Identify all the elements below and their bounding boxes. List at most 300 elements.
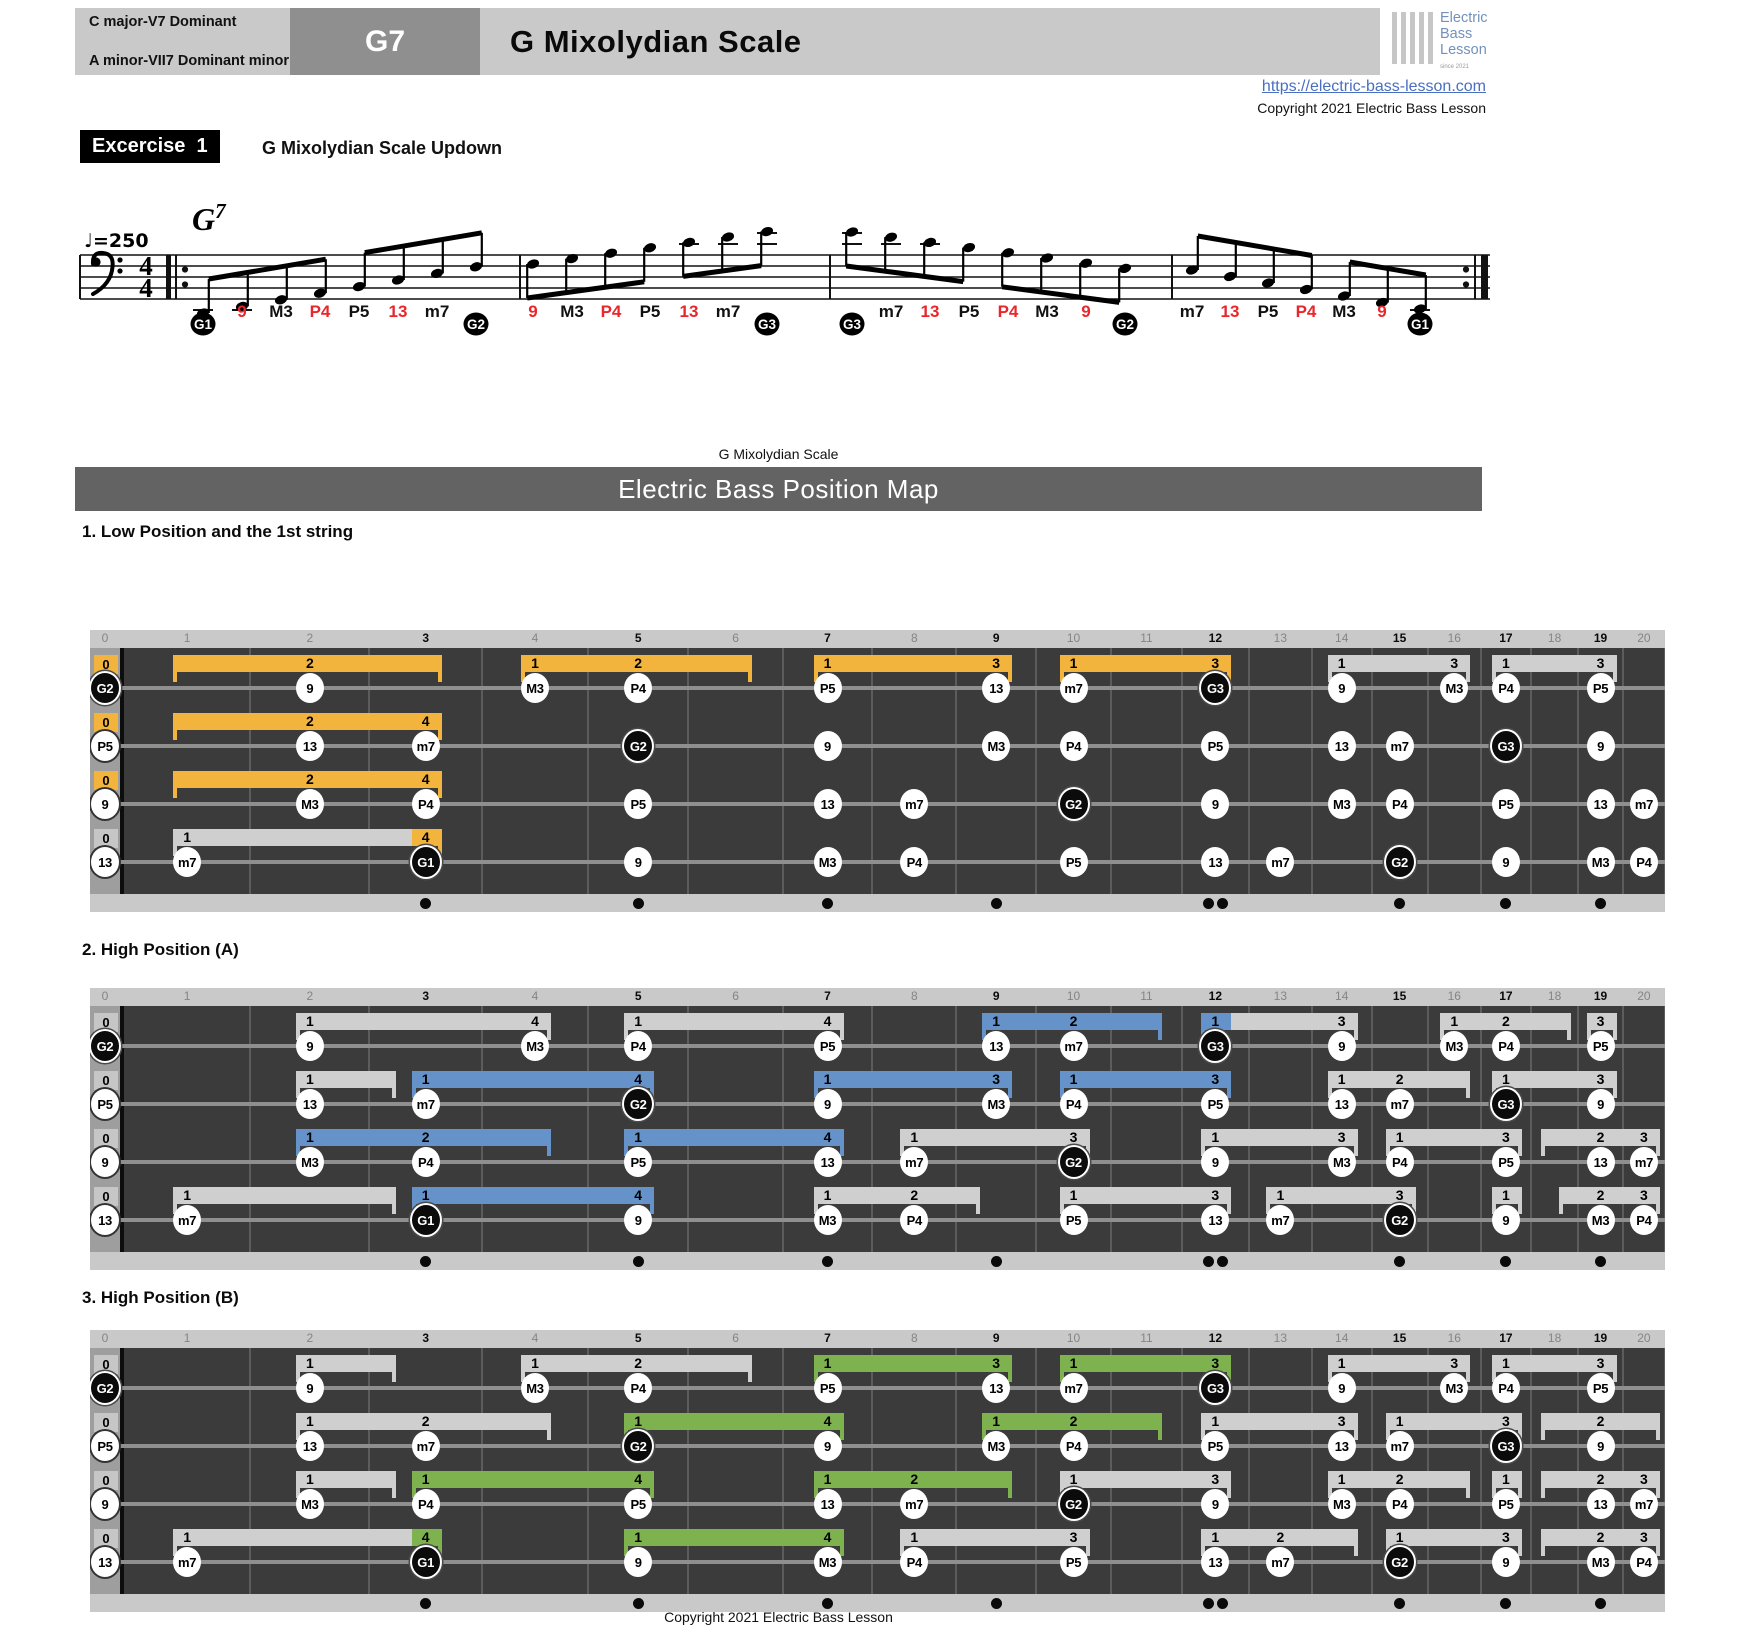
fretboard bbox=[90, 1006, 1665, 1252]
finger-number: 3 bbox=[1640, 1187, 1648, 1203]
fret-number: 1 bbox=[183, 631, 191, 645]
note-circle: 13 bbox=[1201, 1205, 1229, 1235]
finger-number: 1 bbox=[1069, 1471, 1078, 1487]
fret-number-strip bbox=[90, 1330, 1665, 1348]
note-circle: P4 bbox=[900, 1547, 928, 1577]
inlay-dot bbox=[633, 1598, 644, 1609]
inlay-dot bbox=[420, 1256, 431, 1267]
string-line bbox=[90, 1386, 1665, 1390]
fret-number: 7 bbox=[824, 631, 831, 645]
finger-number: 3 bbox=[1069, 1129, 1078, 1145]
note-circle: 9 bbox=[1328, 1031, 1356, 1061]
bar-end-tick bbox=[1008, 1071, 1012, 1098]
map-banner: Electric Bass Position Map bbox=[75, 467, 1482, 511]
note-circle: M3 bbox=[521, 1373, 549, 1403]
note-circle: 9 bbox=[296, 1031, 324, 1061]
note-circle: m7 bbox=[900, 1147, 928, 1177]
bar-end-tick bbox=[392, 1071, 396, 1098]
inlay-dot bbox=[822, 1598, 833, 1609]
bar-end-tick bbox=[1518, 1187, 1522, 1214]
inlay-dot bbox=[1394, 898, 1405, 909]
finger-number: 4 bbox=[531, 1013, 539, 1029]
note-circle: P5 bbox=[1060, 1547, 1088, 1577]
fret-number: 17 bbox=[1499, 631, 1513, 645]
note-circle: P4 bbox=[624, 673, 652, 703]
inlay-strip bbox=[90, 1252, 1665, 1270]
finger-bar bbox=[900, 1129, 1089, 1146]
finger-number: 1 bbox=[823, 1355, 832, 1371]
footer-copyright: Copyright 2021 Electric Bass Lesson bbox=[664, 1609, 893, 1625]
finger-number: 4 bbox=[823, 1529, 832, 1545]
note-circle: M3 bbox=[1440, 673, 1468, 703]
finger-number: 2 bbox=[1596, 1187, 1605, 1203]
note-circle: M3 bbox=[982, 1089, 1010, 1119]
note-circle: 9 bbox=[1201, 789, 1229, 819]
finger-bar bbox=[624, 1013, 843, 1030]
bar-end-tick bbox=[650, 1071, 654, 1098]
fret-line bbox=[955, 648, 957, 894]
fret-line bbox=[1181, 1006, 1183, 1252]
inlay-dot bbox=[1500, 1256, 1511, 1267]
note-circle: P4 bbox=[412, 1147, 440, 1177]
note-circle: 9 bbox=[1328, 673, 1356, 703]
fret-number: 6 bbox=[732, 1331, 739, 1345]
finger-number: 4 bbox=[634, 1071, 643, 1087]
finger-number: 3 bbox=[1596, 1071, 1605, 1087]
fret-line bbox=[1480, 1348, 1482, 1594]
finger-bar bbox=[412, 1471, 655, 1488]
bar-end-tick bbox=[392, 1187, 396, 1214]
finger-number: 3 bbox=[1596, 655, 1605, 671]
finger-bar bbox=[900, 1529, 1089, 1546]
fretboard-diagram bbox=[0, 1330, 1755, 1612]
bar-end-tick bbox=[976, 1187, 980, 1214]
note-circle: 9 bbox=[624, 1205, 652, 1235]
bar-end-tick bbox=[1656, 1471, 1660, 1498]
open-note-circle: 13 bbox=[91, 1205, 119, 1235]
fret-number: 17 bbox=[1499, 1331, 1513, 1345]
fret-number: 13 bbox=[1273, 989, 1288, 1003]
note-circle: 13 bbox=[1587, 1489, 1615, 1519]
exercise-badge: Excercise 1 bbox=[80, 130, 220, 163]
bar-end-tick bbox=[1227, 655, 1231, 682]
fret-number: 20 bbox=[1637, 989, 1651, 1003]
finger-number: 4 bbox=[421, 771, 430, 787]
finger-number: 3 bbox=[1211, 1355, 1220, 1371]
finger-number: 1 bbox=[1337, 655, 1346, 671]
note-circle: P4 bbox=[900, 847, 928, 877]
finger-number: 1 bbox=[531, 1355, 539, 1371]
note-circle: M3 bbox=[814, 847, 842, 877]
header-chord-badge: G7 bbox=[290, 8, 480, 75]
finger-number: 3 bbox=[1211, 655, 1220, 671]
bar-end-tick bbox=[1008, 1471, 1012, 1498]
open-fret-box: 0 bbox=[94, 829, 118, 848]
finger-number: 1 bbox=[1501, 1071, 1510, 1087]
music-notation bbox=[0, 190, 1755, 365]
fret-number: 19 bbox=[1593, 1331, 1608, 1345]
fret-line bbox=[481, 648, 483, 894]
note-circle: P4 bbox=[1060, 1089, 1088, 1119]
open-note-circle: P5 bbox=[91, 1431, 119, 1461]
open-note-circle: G2 bbox=[91, 1373, 119, 1403]
note-circle: m7 bbox=[1386, 1089, 1414, 1119]
open-fret-box: 0 bbox=[94, 1013, 118, 1032]
logo bbox=[1392, 10, 1502, 72]
fret-number: 10 bbox=[1066, 989, 1081, 1003]
bar-end-tick bbox=[438, 771, 442, 798]
finger-bar bbox=[814, 655, 1013, 672]
svg-text:4: 4 bbox=[139, 273, 153, 303]
bar-end-tick bbox=[1613, 1071, 1617, 1098]
fret-line bbox=[1622, 648, 1624, 894]
note-circle: P4 bbox=[412, 789, 440, 819]
finger-number: 2 bbox=[1596, 1413, 1605, 1429]
string-line bbox=[90, 686, 1665, 690]
bar-end-tick bbox=[438, 655, 442, 682]
fret-number: 6 bbox=[732, 989, 739, 1003]
svg-text:m7: m7 bbox=[878, 302, 904, 321]
finger-number: 2 bbox=[910, 1471, 919, 1487]
finger-number: 3 bbox=[1501, 1413, 1510, 1429]
finger-bar bbox=[1060, 655, 1232, 672]
bar-end-tick bbox=[1466, 1071, 1470, 1098]
note-circle: P5 bbox=[624, 1489, 652, 1519]
bar-end-tick bbox=[1086, 1529, 1090, 1556]
fret-line bbox=[1181, 648, 1183, 894]
fret-number: 4 bbox=[531, 631, 539, 645]
bar-end-tick bbox=[1518, 1413, 1522, 1440]
finger-bar bbox=[1060, 1187, 1232, 1204]
fret-line bbox=[1311, 648, 1313, 894]
note-circle: M3 bbox=[1587, 1205, 1615, 1235]
fret-line bbox=[1035, 1348, 1037, 1594]
note-circle: 13 bbox=[296, 1431, 324, 1461]
finger-number: 4 bbox=[823, 1129, 832, 1145]
fret-line bbox=[782, 1348, 784, 1594]
finger-number: 1 bbox=[305, 1471, 314, 1487]
bar-end-tick bbox=[173, 713, 177, 740]
fret-number: 18 bbox=[1547, 631, 1562, 645]
note-circle: M3 bbox=[814, 1205, 842, 1235]
fret-line bbox=[1530, 648, 1532, 894]
finger-bar bbox=[173, 1529, 442, 1546]
bar-end-tick bbox=[1656, 1187, 1660, 1214]
bar-end-tick bbox=[1541, 1529, 1545, 1556]
fret-number: 14 bbox=[1335, 989, 1349, 1003]
inlay-dot bbox=[1595, 1256, 1606, 1267]
fret-number-strip bbox=[90, 630, 1665, 648]
fret-number: 0 bbox=[101, 631, 109, 645]
logo-line2: Bass bbox=[1440, 26, 1473, 42]
note-circle: M3 bbox=[1440, 1373, 1468, 1403]
note-circle: G2 bbox=[1060, 1147, 1088, 1177]
note-circle: P4 bbox=[1386, 1147, 1414, 1177]
fret-number: 19 bbox=[1593, 989, 1608, 1003]
fret-number: 18 bbox=[1547, 1331, 1562, 1345]
open-fret-box: 0 bbox=[94, 1355, 118, 1374]
svg-text:P4: P4 bbox=[997, 302, 1019, 321]
finger-number: 1 bbox=[421, 1071, 430, 1087]
finger-number: 3 bbox=[1501, 1129, 1510, 1145]
fret-line bbox=[871, 648, 873, 894]
website-link[interactable]: https://electric-bass-lesson.com bbox=[1261, 78, 1486, 95]
bar-end-tick bbox=[1541, 1129, 1545, 1156]
fret-number: 15 bbox=[1392, 631, 1407, 645]
bar-end-tick bbox=[840, 1013, 844, 1040]
note-circle: M3 bbox=[982, 1431, 1010, 1461]
finger-number: 3 bbox=[1596, 1013, 1605, 1029]
fret-number: 5 bbox=[634, 989, 642, 1003]
note-circle: m7 bbox=[1630, 1147, 1658, 1177]
bar-end-tick bbox=[1354, 1129, 1358, 1156]
fret-line bbox=[782, 648, 784, 894]
inlay-dot bbox=[1217, 1598, 1228, 1609]
note-circle: m7 bbox=[1266, 1205, 1294, 1235]
open-fret-box: 0 bbox=[94, 1413, 118, 1432]
note-circle: P5 bbox=[1201, 1089, 1229, 1119]
note-circle: G1 bbox=[412, 1205, 440, 1235]
inlay-dot bbox=[1203, 1598, 1214, 1609]
note-circle: P4 bbox=[624, 1031, 652, 1061]
finger-number: 1 bbox=[183, 829, 192, 845]
header bbox=[75, 8, 1380, 75]
open-note-circle: 9 bbox=[91, 1489, 119, 1519]
bar-end-tick bbox=[1354, 1529, 1358, 1556]
finger-bar bbox=[1201, 1413, 1357, 1430]
finger-number: 1 bbox=[1337, 1355, 1346, 1371]
inlay-dot bbox=[991, 1598, 1002, 1609]
fret-number: 16 bbox=[1447, 1331, 1461, 1345]
inlay-dot bbox=[1394, 1256, 1405, 1267]
svg-text:G3: G3 bbox=[757, 317, 777, 332]
finger-bar bbox=[173, 1187, 396, 1204]
bar-end-tick bbox=[1158, 1413, 1162, 1440]
bar-end-tick bbox=[1613, 1013, 1617, 1040]
header-key-line1: C major-V7 Dominant bbox=[89, 14, 237, 30]
finger-number: 1 bbox=[1211, 1129, 1220, 1145]
finger-number: 1 bbox=[1501, 655, 1510, 671]
note-circle: G2 bbox=[1060, 1489, 1088, 1519]
note-circle: P4 bbox=[1492, 673, 1520, 703]
note-circle: 13 bbox=[982, 1031, 1010, 1061]
fret-number-strip bbox=[90, 988, 1665, 1006]
diagram-3-title: 3. High Position (B) bbox=[82, 1288, 239, 1307]
fret-line bbox=[587, 1006, 589, 1252]
logo-since: since 2021 bbox=[1440, 64, 1470, 70]
finger-number: 2 bbox=[305, 655, 314, 671]
logo-text bbox=[1440, 10, 1488, 72]
finger-number: 3 bbox=[1640, 1529, 1648, 1545]
bar-end-tick bbox=[438, 713, 442, 740]
string-line bbox=[90, 1044, 1665, 1048]
fret-number: 14 bbox=[1335, 1331, 1349, 1345]
note-circle: 13 bbox=[814, 1147, 842, 1177]
bar-end-tick bbox=[547, 1129, 551, 1156]
fret-line bbox=[1311, 1348, 1313, 1594]
finger-number: 1 bbox=[305, 1355, 314, 1371]
note-circle: G3 bbox=[1492, 731, 1520, 761]
note-circle: 13 bbox=[1201, 1547, 1229, 1577]
bar-end-tick bbox=[1466, 655, 1470, 682]
note-circle: 9 bbox=[1587, 1089, 1615, 1119]
note-circle: m7 bbox=[1630, 1489, 1658, 1519]
bar-end-tick bbox=[1227, 1355, 1231, 1382]
open-fret-box: 0 bbox=[94, 1529, 118, 1548]
fret-number: 0 bbox=[101, 1331, 109, 1345]
finger-number: 1 bbox=[634, 1413, 643, 1429]
note-circle: 13 bbox=[982, 673, 1010, 703]
svg-text:M3: M3 bbox=[1332, 302, 1356, 321]
note-circle: M3 bbox=[296, 789, 324, 819]
note-circle: M3 bbox=[1587, 847, 1615, 877]
fret-line bbox=[1530, 1006, 1532, 1252]
fret-line bbox=[1110, 1006, 1112, 1252]
finger-number: 1 bbox=[305, 1013, 314, 1029]
bar-end-tick bbox=[1086, 1129, 1090, 1156]
note-circle: P4 bbox=[1492, 1373, 1520, 1403]
inlay-dot bbox=[822, 1256, 833, 1267]
bar-end-tick bbox=[392, 1355, 396, 1382]
finger-number: 2 bbox=[910, 1187, 919, 1203]
svg-text:13: 13 bbox=[920, 302, 940, 321]
bar-end-tick bbox=[1656, 1413, 1660, 1440]
fret-number: 18 bbox=[1547, 989, 1562, 1003]
bar-end-tick bbox=[1541, 1413, 1545, 1440]
fretboard-diagram bbox=[0, 630, 1755, 912]
bar-end-tick bbox=[1412, 1187, 1416, 1214]
inlay-dot bbox=[1500, 898, 1511, 909]
finger-number: 1 bbox=[1501, 1187, 1510, 1203]
finger-number: 1 bbox=[305, 1413, 314, 1429]
bar-end-tick bbox=[1466, 1355, 1470, 1382]
bar-end-tick bbox=[547, 1013, 551, 1040]
note-circle: P5 bbox=[1587, 673, 1615, 703]
note-circle: P5 bbox=[1201, 731, 1229, 761]
note-circle: G2 bbox=[1386, 1547, 1414, 1577]
note-circle: m7 bbox=[1386, 1431, 1414, 1461]
finger-bar bbox=[814, 1071, 1013, 1088]
finger-number: 2 bbox=[1395, 1071, 1404, 1087]
svg-text:P4: P4 bbox=[600, 302, 622, 321]
note-circle: m7 bbox=[412, 1089, 440, 1119]
note-circle: P5 bbox=[1587, 1373, 1615, 1403]
note-circle: G2 bbox=[1386, 847, 1414, 877]
fret-line bbox=[1371, 1006, 1373, 1252]
bar-end-tick bbox=[840, 1529, 844, 1556]
finger-number: 3 bbox=[1069, 1529, 1078, 1545]
finger-bar bbox=[1060, 1471, 1232, 1488]
note-circle: G3 bbox=[1492, 1431, 1520, 1461]
bar-end-tick bbox=[1227, 1187, 1231, 1214]
finger-number: 4 bbox=[823, 1413, 832, 1429]
finger-bar bbox=[814, 1355, 1013, 1372]
exercise-subtitle: G Mixolydian Scale Updown bbox=[262, 138, 503, 158]
open-note-circle: G2 bbox=[91, 1031, 119, 1061]
note-circle: G2 bbox=[624, 1431, 652, 1461]
note-circle: M3 bbox=[814, 1547, 842, 1577]
finger-number: 1 bbox=[1337, 1071, 1346, 1087]
fret-number: 2 bbox=[306, 1331, 314, 1345]
finger-number: 1 bbox=[183, 1529, 192, 1545]
note-circle: P5 bbox=[624, 789, 652, 819]
finger-number: 2 bbox=[421, 1129, 430, 1145]
nut-line bbox=[120, 1006, 124, 1252]
svg-text:P5: P5 bbox=[639, 302, 661, 321]
svg-text:♩=250: ♩=250 bbox=[84, 230, 149, 252]
finger-number: 1 bbox=[1211, 1013, 1220, 1029]
note-circle: 13 bbox=[296, 1089, 324, 1119]
note-circle: P4 bbox=[900, 1205, 928, 1235]
fret-line bbox=[1577, 648, 1579, 894]
fret-number: 5 bbox=[634, 631, 642, 645]
finger-number: 1 bbox=[634, 1129, 643, 1145]
svg-text:G3: G3 bbox=[842, 317, 862, 332]
inlay-dot bbox=[991, 1256, 1002, 1267]
finger-bar bbox=[1060, 1071, 1232, 1088]
bar-end-tick bbox=[650, 1187, 654, 1214]
svg-text:G2: G2 bbox=[1115, 317, 1135, 332]
finger-number: 1 bbox=[823, 1471, 832, 1487]
note-circle: P5 bbox=[1060, 1205, 1088, 1235]
note-circle: P4 bbox=[1492, 1031, 1520, 1061]
bar-end-tick bbox=[1466, 1471, 1470, 1498]
note-circle: 13 bbox=[814, 1489, 842, 1519]
bar-end-tick bbox=[1656, 1529, 1660, 1556]
fret-number: 17 bbox=[1499, 989, 1513, 1003]
note-circle: 9 bbox=[624, 847, 652, 877]
open-fret-box: 0 bbox=[94, 713, 118, 732]
fret-line bbox=[1480, 648, 1482, 894]
fret-number: 3 bbox=[422, 989, 430, 1003]
note-circle: m7 bbox=[1060, 673, 1088, 703]
finger-number: 4 bbox=[421, 1529, 430, 1545]
fret-line bbox=[1248, 648, 1250, 894]
inlay-dot bbox=[822, 898, 833, 909]
fret-number: 8 bbox=[910, 989, 918, 1003]
finger-bar bbox=[296, 1013, 551, 1030]
finger-number: 4 bbox=[421, 713, 430, 729]
note-circle: m7 bbox=[173, 1205, 201, 1235]
note-circle: 13 bbox=[1587, 1147, 1615, 1177]
inlay-dot bbox=[420, 1598, 431, 1609]
inlay-dot bbox=[1595, 898, 1606, 909]
fret-number: 6 bbox=[732, 631, 739, 645]
note-circle: P5 bbox=[1492, 1147, 1520, 1177]
string-line bbox=[90, 1102, 1665, 1106]
note-circle: 9 bbox=[624, 1547, 652, 1577]
fret-number: 11 bbox=[1140, 1331, 1153, 1345]
bar-end-tick bbox=[173, 655, 177, 682]
svg-text:13: 13 bbox=[388, 302, 408, 321]
svg-text:m7: m7 bbox=[715, 302, 741, 321]
finger-number: 3 bbox=[1211, 1071, 1220, 1087]
finger-number: 3 bbox=[1337, 1129, 1346, 1145]
fret-number: 12 bbox=[1208, 989, 1223, 1003]
finger-number: 3 bbox=[992, 1355, 1001, 1371]
finger-number: 1 bbox=[305, 1129, 314, 1145]
svg-text:M3: M3 bbox=[269, 302, 293, 321]
fret-number: 14 bbox=[1335, 631, 1349, 645]
note-circle: m7 bbox=[1060, 1373, 1088, 1403]
fret-number: 12 bbox=[1208, 1331, 1223, 1345]
fret-line bbox=[1664, 648, 1665, 894]
note-circle: 13 bbox=[814, 789, 842, 819]
bar-end-tick bbox=[1613, 655, 1617, 682]
note-circle: P4 bbox=[1060, 1431, 1088, 1461]
note-circle: 9 bbox=[296, 1373, 324, 1403]
bar-end-tick bbox=[1518, 1471, 1522, 1498]
